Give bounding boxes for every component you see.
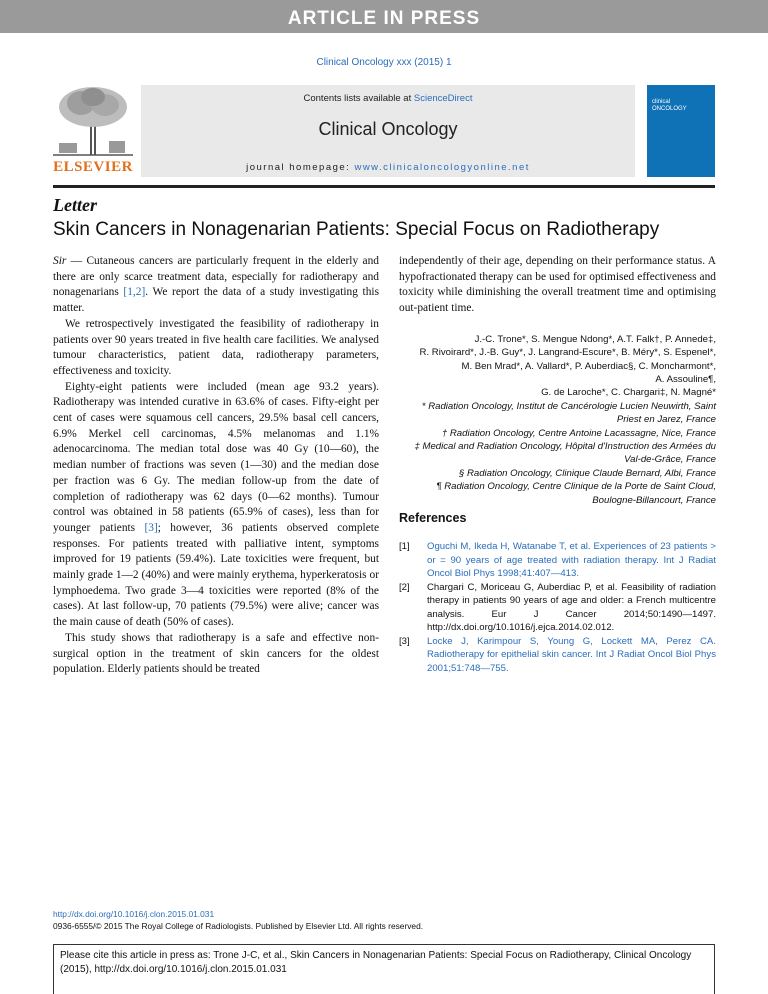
affiliation: ¶ Radiation Oncology, Centre Clinique de la Porte de Saint Cloud, Boulogne-Billancourt, France [436,481,716,506]
elsevier-wordmark: ELSEVIER [53,159,133,175]
author-line: J.-C. Trone*, S. Mengue Ndong*, A.T. Falk†, P. Annede‡, [474,333,716,345]
affiliation: § Radiation Oncology, Clinique Claude Bernard, Albi, France [458,467,716,479]
reference-item[interactable] [399,635,716,676]
affiliation: † Radiation Oncology, Centre Antoine Lacassagne, Nice, France [441,427,716,439]
journal-citation-link[interactable]: Clinical Oncology xxx (2015) 1 [316,57,452,68]
ref-link-1-2[interactable]: [1,2] [123,286,146,299]
p3-text-b: ; however, 36 patients observed complete responses. For patients treated with palliative intent, symptoms improved for 19 patients (59.4%). Late toxicities were frequent, but mainly grade 1—2 (40%) and were mainly erythema, hyperkeratosis or lymphoedema. Two grade 3—4 toxicities were reported (8% of the cases). At last follow-up, 70 patients (79.5%) were alive; cancer was the main cause of death (50% of cases). [53,521,379,629]
paragraph-2: We retrospectively investigated the feasibility of radiotherapy in patients over 90 years treated in five health care facilities. We analysed tumour characteristics, patient data, radiotherapy parameters, effectiveness and toxicity. [53,317,379,377]
author-line: R. Rivoirard*, J.-B. Guy*, J. Langrand-Escure*, B. Méry*, S. Espenel*, [419,347,716,359]
reference-item[interactable] [399,540,716,581]
reference-number: [1] [399,541,410,552]
affiliation-list [399,400,716,507]
reference-item[interactable] [399,581,716,635]
reference-list [399,540,716,675]
reference-number: [3] [399,635,410,647]
homepage-prefix: journal homepage: [246,162,355,173]
author-line: G. de Laroche*, C. Chargari‡, N. Magné* [541,387,716,399]
contents-line [141,93,635,104]
article-title: Skin Cancers in Nonagenarian Patients: Special Focus on Radiotherapy [53,219,660,240]
reference-text[interactable]: Oguchi M, Ikeda H, Watanabe T, et al. Experiences of 23 patients > or = 90 years of age treated with radiation therapy. Int J Radiat Oncol Biol Phys 1998;41:407—413. [427,541,716,579]
journal-info-box [141,85,635,177]
article-identifiers [53,908,423,932]
ref-link-3[interactable]: [3] [144,521,158,534]
paragraph-4: This study shows that radiotherapy is a safe and effective non-surgical option in the treatment of skin cancers for the oldest population. Elderly patients should be treated [53,631,379,676]
affiliation: ‡ Medical and Radiation Oncology, Hôpital d'Instruction des Armées du Val-de-Grâce, France [414,441,716,466]
reference-text[interactable]: Locke J, Karimpour S, Young G, Lockett MA, Perez CA. Radiotherapy for epithelial skin cancer. Int J Radiat Oncol Biol Phys 2001;51:748—755. [427,635,716,674]
paragraph-1 [53,254,379,317]
copyright-line: 0936-6555/© 2015 The Royal College of Radiologists. Published by Elsevier Ltd. All rights reserved. [53,921,424,931]
elsevier-logo[interactable] [53,85,133,185]
article-in-press-banner: ARTICLE IN PRESS [0,0,768,33]
journal-cover[interactable] [647,85,715,177]
author-line: M. Ben Mrad*, A. Vallard*, P. Auberdiac§, C. Moncharmont*, [461,360,716,372]
p3-text-a: Eighty-eight patients were included (mean age 93.2 years). Radiotherapy was intended curative in 63.6% of cases. Fifty-eight per cent of cases were squamous cell cancers, 29.5% basal cell cancers, 6.9% Merkel cell carcinomas, 4.5% melanomas and 1.1% adenocarcinoma. The median total dose was 40 Gy (10—60), the median number of fractions was seven (1—30) and the median dose per fraction was 6 Gy. The median follow-up from the date of completion of radiotherapy was 62 days (0—62 months). Tumour control was obtained in 58 patients (65.9% of cases), less than for younger patients [53,380,379,534]
body-right-column [399,254,716,507]
paragraph-3 [53,380,379,631]
article-type-label: Letter [53,195,97,215]
doi-link[interactable]: http://dx.doi.org/10.1016/j.clon.2015.01.031 [53,909,215,919]
salutation: Sir [53,255,67,267]
reference-text[interactable]: Chargari C, Moriceau G, Auberdiac P, et al. Feasibility of radiation therapy in patients 90 years of age and older: a French multicentre analysis. Eur J Cancer 2014;50:1490—1497. http://dx.doi.org/10.1016/j.ejca.2014.02.012. [427,581,716,633]
cover-title-1: clinical [652,99,671,105]
journal-title: Clinical Oncology [318,119,458,139]
references-heading: References [399,511,467,525]
author-line: A. Assouline¶, [655,374,716,386]
homepage-line [141,162,635,173]
paragraph-5: independently of their age, depending on their performance status. A hypofractionated therapy can be used for optimised effectiveness and toxicity while diminishing the overall treatment time and optimising out-patient time. [399,255,716,315]
journal-header [53,85,715,185]
author-list [399,333,716,400]
reference-number: [2] [399,581,410,593]
p1-text: — Cutaneous cancers are particularly frequent in the elderly and there are only scarce treatment data, especially for radiotherapy and nonagenarians [53,255,379,299]
cover-title [652,99,687,113]
p1-end: . We report the data of a study investigating this matter. [53,286,380,315]
homepage-link[interactable]: www.clinicaloncologyonline.net [354,162,530,173]
citation-notice: Please cite this article in press as: Trone J-C, et al., Skin Cancers in Nonagenarian Patients: Special Focus on Radiotherapy, Clinical Oncology (2015), http://dx.doi.org/10.1016/j.clon.2015.01.031 [53,944,715,994]
sciencedirect-link[interactable]: ScienceDirect [413,93,473,104]
elsevier-tree-icon [53,85,133,157]
cover-title-2: ONCOLOGY [652,106,687,112]
affiliation: * Radiation Oncology, Institut de Cancérologie Lucien Neuwirth, Saint Priest en Jarez, France [421,400,716,426]
header-divider [53,185,715,188]
contents-prefix: Contents lists available at [303,93,414,104]
body-left-column [53,254,379,678]
